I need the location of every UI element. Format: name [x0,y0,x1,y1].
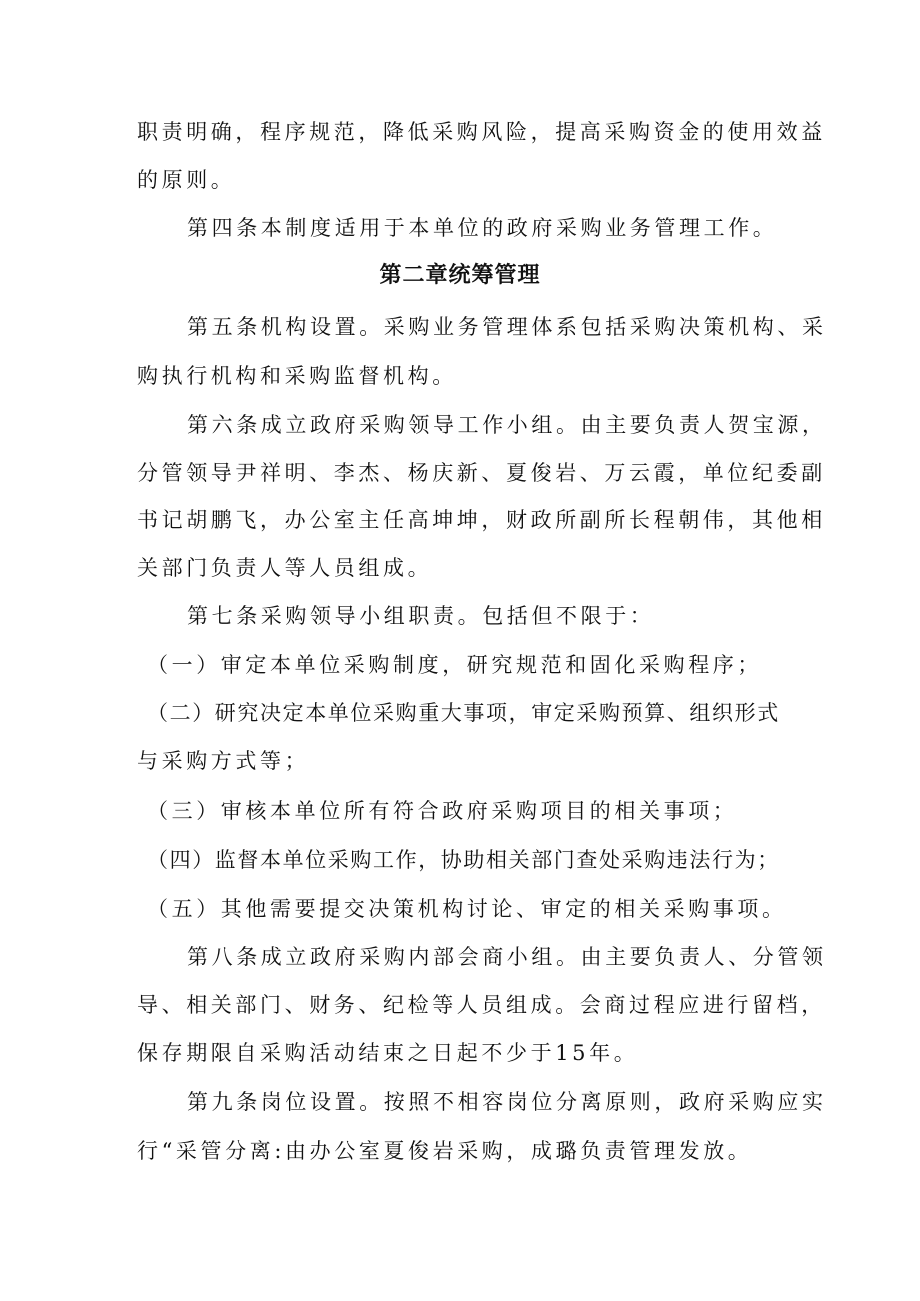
list-item: （二）研究决定本单位采购重大事项，审定采购预算、组织形式 [147,701,780,725]
paragraph-line: 第八条成立政府采购内部会商小组。由主要负责人、分管领 [187,945,827,969]
paragraph-line: 书记胡鹏飞，办公室主任高坤坤，财政所副所长程朝伟，其他相 [137,508,826,532]
paragraph-line: 关部门负责人等人员组成。 [137,556,433,580]
paragraph-line: 分管领导尹祥明、李杰、杨庆新、夏俊岩、万云霞，单位纪委副 [137,461,826,485]
chapter-heading: 第二章统筹管理 [379,263,541,288]
paragraph-line: 与采购方式等； [137,749,310,773]
paragraph-line: 导、相关部门、财务、纪检等人员组成。会商过程应进行留档， [137,993,826,1017]
paragraph-line: 购执行机构和采购监督机构。 [137,364,457,388]
paragraph-line: 行“采管分离:由办公室夏俊岩采购，成璐负责管理发放。 [137,1139,753,1163]
paragraph-line: 的原则。 [137,168,236,192]
paragraph-line: 第九条岗位设置。按照不相容岗位分离原则，政府采购应实 [187,1090,827,1114]
paragraph-line: 职责明确，程序规范，降低采购风险，提高采购资金的使用效益 [137,120,826,144]
paragraph-line: 保存期限自采购活动结束之日起不少于15年。 [137,1041,639,1065]
list-item: （三）审核本单位所有符合政府采购项目的相关事项； [147,799,738,823]
list-item: （五）其他需要提交决策机构讨论、审定的相关采购事项。 [147,897,787,921]
list-item: （四）监督本单位采购工作，协助相关部门查处采购违法行为； [147,848,780,872]
paragraph-line: 第四条本制度适用于本单位的政府采购业务管理工作。 [187,216,778,240]
list-item: （一）审定本单位采购制度，研究规范和固化采购程序； [147,653,762,677]
paragraph-line: 第七条采购领导小组职责。包括但不限于： [187,604,655,628]
paragraph-line: 第六条成立政府采购领导工作小组。由主要负责人贺宝源， [187,413,827,437]
paragraph-line: 第五条机构设置。采购业务管理体系包括采购决策机构、采 [187,315,827,339]
